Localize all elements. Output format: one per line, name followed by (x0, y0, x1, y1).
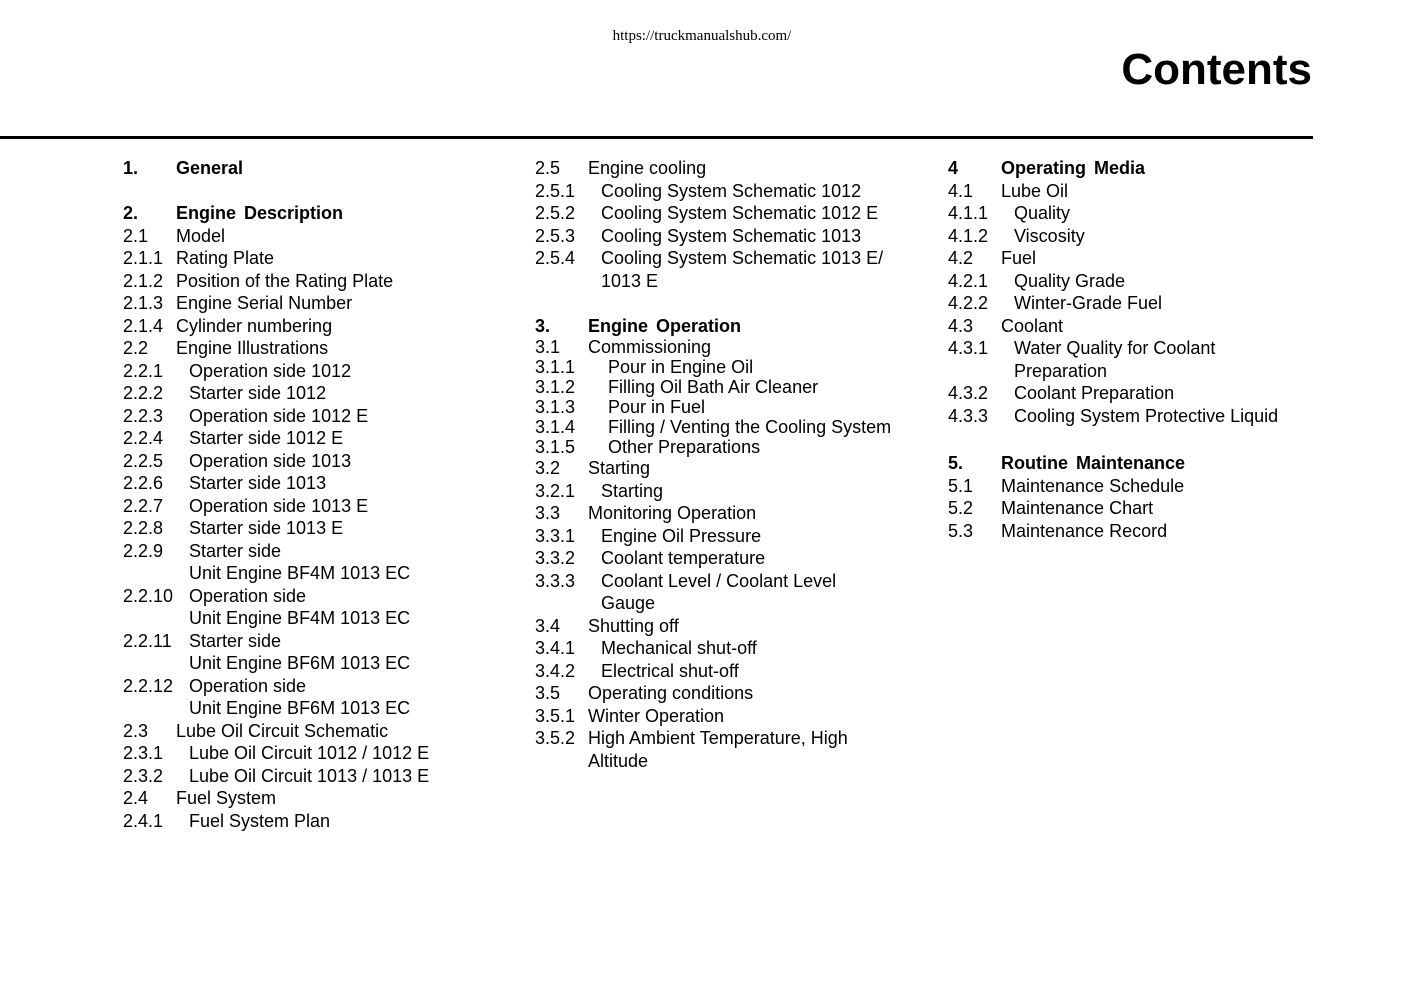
toc-entry-number: 5. (948, 453, 964, 473)
toc-entry-title: Coolant Preparation (1014, 383, 1175, 403)
toc-entry-number: 4.2 (948, 248, 974, 268)
toc-entry-title: Position of the Rating Plate (176, 270, 394, 291)
toc-entry-title: Engine cooling (588, 158, 707, 178)
toc-entry-number: 4.2.1 (948, 270, 989, 291)
toc-entry-title: Unit Engine BF6M 1013 EC (189, 653, 411, 673)
toc-entry-title: Routine Maintenance (1001, 453, 1186, 473)
toc-entry-title: Gauge (601, 593, 656, 613)
toc-entry (948, 247, 1338, 270)
toc-entry-number: 2.2.11 (123, 630, 172, 651)
toc-entry-title: 1013 E (601, 270, 659, 291)
toc-entry (535, 377, 925, 397)
toc-entry (123, 450, 513, 473)
toc-entry (948, 497, 1338, 520)
toc-entry (948, 270, 1338, 293)
toc-entry-number: 5.3 (948, 520, 974, 541)
toc-entry-title: Altitude (588, 750, 649, 771)
toc-entry-number: 2.4 (123, 788, 149, 808)
toc-entry-number: 2.5 (535, 158, 561, 178)
toc-entry-number: 2. (123, 203, 139, 223)
toc-entry-title: General (176, 158, 244, 178)
toc-entry-title: Starter side (189, 540, 282, 561)
toc-entry-title: Operation side 1012 E (189, 405, 369, 426)
toc-entry-number: 5.2 (948, 498, 974, 518)
toc-entry (123, 427, 513, 450)
toc-entry-number: 3.1.4 (535, 417, 576, 437)
toc-entry (123, 810, 513, 833)
toc-entry-title: Pour in Engine Oil (608, 357, 754, 377)
toc-entry (535, 637, 925, 660)
toc-column-3 (948, 157, 1338, 542)
toc-entry-number: 2.3.1 (123, 743, 164, 763)
toc-entry (535, 525, 925, 548)
toc-entry-number: 3.4.2 (535, 660, 576, 681)
toc-entry-number: 2.2.3 (123, 405, 164, 426)
toc-entry-number: 2.1.1 (123, 248, 164, 268)
toc-entry-number: 2.2.4 (123, 428, 164, 448)
toc-entry-title: Monitoring Operation (588, 503, 757, 523)
toc-entry-title: Fuel System (176, 788, 277, 808)
toc-entry-number: 2.2.9 (123, 540, 164, 561)
toc-entry (123, 495, 513, 518)
toc-entry (123, 585, 513, 608)
toc-entry-number: 3.3.3 (535, 570, 576, 591)
toc-entry (535, 397, 925, 417)
toc-entry-title: Mechanical shut-off (601, 638, 757, 658)
toc-entry (948, 520, 1338, 543)
toc-entry-title: Lube Oil Circuit Schematic (176, 720, 389, 741)
toc-entry-title: Winter Operation (588, 705, 725, 726)
toc-entry-number: 4.3.1 (948, 338, 989, 358)
toc-entry-number: 2.1.4 (123, 315, 164, 336)
toc-entry (123, 675, 513, 698)
toc-entry-number: 2.2.12 (123, 675, 174, 696)
toc-entry-title: Water Quality for Coolant (1014, 338, 1216, 358)
toc-entry (535, 570, 925, 593)
toc-entry (535, 157, 925, 180)
toc-entry (535, 337, 925, 357)
toc-entry-title: Operation side (189, 675, 307, 696)
toc-entry (948, 202, 1338, 225)
toc-entry (535, 357, 925, 377)
toc-entry-number: 3.5 (535, 683, 561, 703)
toc-entry-title: Starting (601, 480, 664, 501)
toc-entry-number: 4.3 (948, 315, 974, 336)
toc-entry (123, 315, 513, 338)
toc-entry-title: Shutting off (588, 615, 679, 636)
toc-entry-title: Quality Grade (1014, 270, 1126, 291)
toc-entry (535, 660, 925, 683)
toc-entry (123, 765, 513, 788)
toc-entry-title: Operation side 1013 E (189, 495, 369, 516)
toc-entry-title: Cylinder numbering (176, 315, 333, 336)
toc-entry-number: 4 (948, 158, 959, 178)
toc-entry-title: Other Preparations (608, 437, 761, 457)
toc-entry (535, 547, 925, 570)
toc-entry-number: 3.1.5 (535, 437, 576, 457)
toc-section-heading (948, 157, 1338, 180)
toc-entry-title: Engine Serial Number (176, 293, 353, 313)
toc-entry (123, 607, 513, 630)
toc-entry-number: 4.2.2 (948, 293, 989, 313)
toc-entry-number: 3.4.1 (535, 638, 576, 658)
toc-entry-title: Engine Description (176, 203, 344, 223)
toc-entry-number: 2.5.1 (535, 180, 576, 201)
toc-entry (123, 405, 513, 428)
toc-entry-number: 2.2.10 (123, 585, 174, 606)
toc-entry-title: Cooling System Schematic 1012 (601, 180, 862, 201)
toc-entry-title: Starter side 1013 E (189, 518, 344, 538)
toc-entry-title: Engine Oil Pressure (601, 525, 762, 546)
toc-entry (535, 750, 925, 773)
toc-entry-number: 3.1.1 (535, 357, 576, 377)
toc-entry (535, 682, 925, 705)
toc-entry (535, 247, 925, 270)
toc-entry-number: 2.1.3 (123, 293, 164, 313)
toc-entry-title: Winter-Grade Fuel (1014, 293, 1163, 313)
toc-entry-number: 3.5.2 (535, 728, 576, 748)
toc-entry-number: 2.4.1 (123, 810, 164, 831)
header-divider (0, 136, 1313, 139)
toc-entry-number: 2.2.6 (123, 473, 164, 493)
toc-entry-number: 3.5.1 (535, 705, 576, 726)
toc-entry (535, 480, 925, 503)
toc-entry-number: 4.3.3 (948, 405, 989, 426)
toc-entry (123, 225, 513, 248)
toc-entry-title: Cooling System Schematic 1013 E/ (601, 248, 884, 268)
toc-entry-title: Engine Illustrations (176, 338, 329, 358)
toc-entry (948, 337, 1338, 360)
toc-entry (948, 180, 1338, 203)
source-url: https://truckmanualshub.com/ (612, 28, 792, 44)
toc-entry-number: 5.1 (948, 475, 974, 496)
toc-section-heading (123, 202, 513, 225)
toc-entry (948, 360, 1338, 383)
toc-column-1 (123, 157, 513, 832)
toc-entry-number: 3.3.1 (535, 525, 576, 546)
toc-entry (123, 652, 513, 675)
toc-entry (123, 517, 513, 540)
toc-entry-title: Starter side (189, 630, 282, 651)
toc-entry (948, 225, 1338, 248)
toc-entry-number: 3.2.1 (535, 480, 576, 501)
toc-entry (948, 315, 1338, 338)
toc-entry-number: 3.1.3 (535, 397, 576, 417)
toc-entry-title: Operation side 1013 (189, 450, 352, 471)
toc-entry-number: 2.2.1 (123, 360, 164, 381)
toc-entry (535, 727, 925, 750)
toc-entry-title: Cooling System Protective Liquid (1014, 405, 1279, 426)
toc-entry-number: 1. (123, 158, 139, 178)
toc-entry-title: Unit Engine BF4M 1013 EC (189, 608, 411, 628)
toc-entry (123, 292, 513, 315)
toc-entry (123, 562, 513, 585)
toc-entry (123, 787, 513, 810)
toc-section-heading (535, 315, 925, 338)
toc-entry-title: Filling Oil Bath Air Cleaner (608, 377, 819, 397)
toc-entry (123, 360, 513, 383)
toc-entry (123, 247, 513, 270)
toc-entry-title: Commissioning (588, 337, 712, 357)
toc-entry-number: 3.1.2 (535, 377, 576, 397)
toc-entry-title: Starter side 1012 (189, 383, 327, 403)
toc-entry-title: Lube Oil Circuit 1013 / 1013 E (189, 765, 430, 786)
toc-entry (535, 202, 925, 225)
toc-entry-title: Coolant Level / Coolant Level (601, 570, 837, 591)
toc-entry-number: 2.1.2 (123, 270, 164, 291)
toc-entry (123, 337, 513, 360)
page-title: Contents (1121, 45, 1312, 94)
toc-entry (948, 405, 1338, 428)
toc-entry-title: Preparation (1014, 360, 1108, 381)
toc-entry (123, 382, 513, 405)
toc-entry-title: Maintenance Record (1001, 520, 1168, 541)
toc-entry-title: Unit Engine BF4M 1013 EC (189, 563, 411, 583)
toc-entry (948, 292, 1338, 315)
toc-entry (535, 437, 925, 457)
toc-entry-title: Starter side 1013 (189, 473, 327, 493)
toc-entry-number: 4.1 (948, 180, 974, 201)
toc-entry-title: Viscosity (1014, 225, 1085, 246)
toc-entry-number: 2.2.8 (123, 518, 164, 538)
toc-entry (535, 225, 925, 248)
toc-entry (535, 270, 925, 293)
toc-entry-title: Operating conditions (588, 683, 754, 703)
toc-entry-number: 2.2.5 (123, 450, 164, 471)
toc-entry-title: Electrical shut-off (601, 660, 739, 681)
toc-entry-title: Quality (1014, 203, 1071, 223)
toc-entry-number: 4.3.2 (948, 383, 989, 403)
toc-entry-title: Maintenance Chart (1001, 498, 1154, 518)
toc-entry-number: 2.5.2 (535, 203, 576, 223)
toc-entry (535, 592, 925, 615)
toc-entry-title: Unit Engine BF6M 1013 EC (189, 698, 411, 718)
toc-entry (535, 417, 925, 437)
toc-entry-title: Fuel (1001, 248, 1037, 268)
toc-column-2 (535, 157, 925, 772)
toc-entry-title: Model (176, 225, 226, 246)
toc-entry-number: 3.2 (535, 458, 561, 478)
toc-entry (948, 382, 1338, 405)
toc-entry-title: Filling / Venting the Cooling System (608, 417, 892, 437)
toc-entry-title: Lube Oil (1001, 180, 1069, 201)
toc-entry (123, 697, 513, 720)
toc-entry-title: Rating Plate (176, 248, 275, 268)
toc-section-heading (123, 157, 513, 180)
toc-entry (123, 630, 513, 653)
toc-section-heading (948, 452, 1338, 475)
toc-entry-number: 2.2.7 (123, 495, 164, 516)
toc-entry (535, 615, 925, 638)
toc-entry (535, 502, 925, 525)
toc-entry-title: Starter side 1012 E (189, 428, 344, 448)
toc-entry-number: 4.1.1 (948, 203, 989, 223)
toc-entry-number: 4.1.2 (948, 225, 989, 246)
toc-entry-number: 2.2.2 (123, 383, 164, 403)
toc-entry-title: Maintenance Schedule (1001, 475, 1185, 496)
toc-entry (123, 472, 513, 495)
toc-entry-title: Operating Media (1001, 158, 1146, 178)
toc-entry (948, 475, 1338, 498)
toc-entry-title: Pour in Fuel (608, 397, 706, 417)
toc-entry-number: 2.3 (123, 720, 149, 741)
toc-entry-title: Operation side (189, 585, 307, 606)
toc-entry-number: 3.3 (535, 503, 561, 523)
toc-entry-title: Lube Oil Circuit 1012 / 1012 E (189, 743, 430, 763)
toc-entry-title: Operation side 1012 (189, 360, 352, 381)
toc-entry-number: 2.2 (123, 338, 149, 358)
toc-entry-number: 2.3.2 (123, 765, 164, 786)
toc-entry (123, 270, 513, 293)
toc-entry-number: 2.1 (123, 225, 149, 246)
toc-entry (535, 180, 925, 203)
toc-entry-number: 2.5.4 (535, 248, 576, 268)
toc-entry (535, 457, 925, 480)
toc-entry-title: Cooling System Schematic 1012 E (601, 203, 879, 223)
toc-entry (535, 705, 925, 728)
toc-entry (123, 540, 513, 563)
toc-entry-title: Cooling System Schematic 1013 (601, 225, 862, 246)
toc-entry (123, 742, 513, 765)
toc-entry-number: 3. (535, 315, 551, 336)
toc-entry-title: High Ambient Temperature, High (588, 728, 848, 748)
toc-entry-title: Coolant (1001, 315, 1064, 336)
toc-entry-title: Fuel System Plan (189, 810, 331, 831)
toc-entry-title: Starting (588, 458, 651, 478)
toc-entry-number: 3.1 (535, 337, 561, 357)
toc-entry-title: Coolant temperature (601, 548, 766, 568)
toc-entry (123, 720, 513, 743)
toc-entry-number: 3.3.2 (535, 548, 576, 568)
toc-entry-number: 3.4 (535, 615, 561, 636)
toc-entry-title: Engine Operation (588, 315, 742, 336)
toc-entry-number: 2.5.3 (535, 225, 576, 246)
